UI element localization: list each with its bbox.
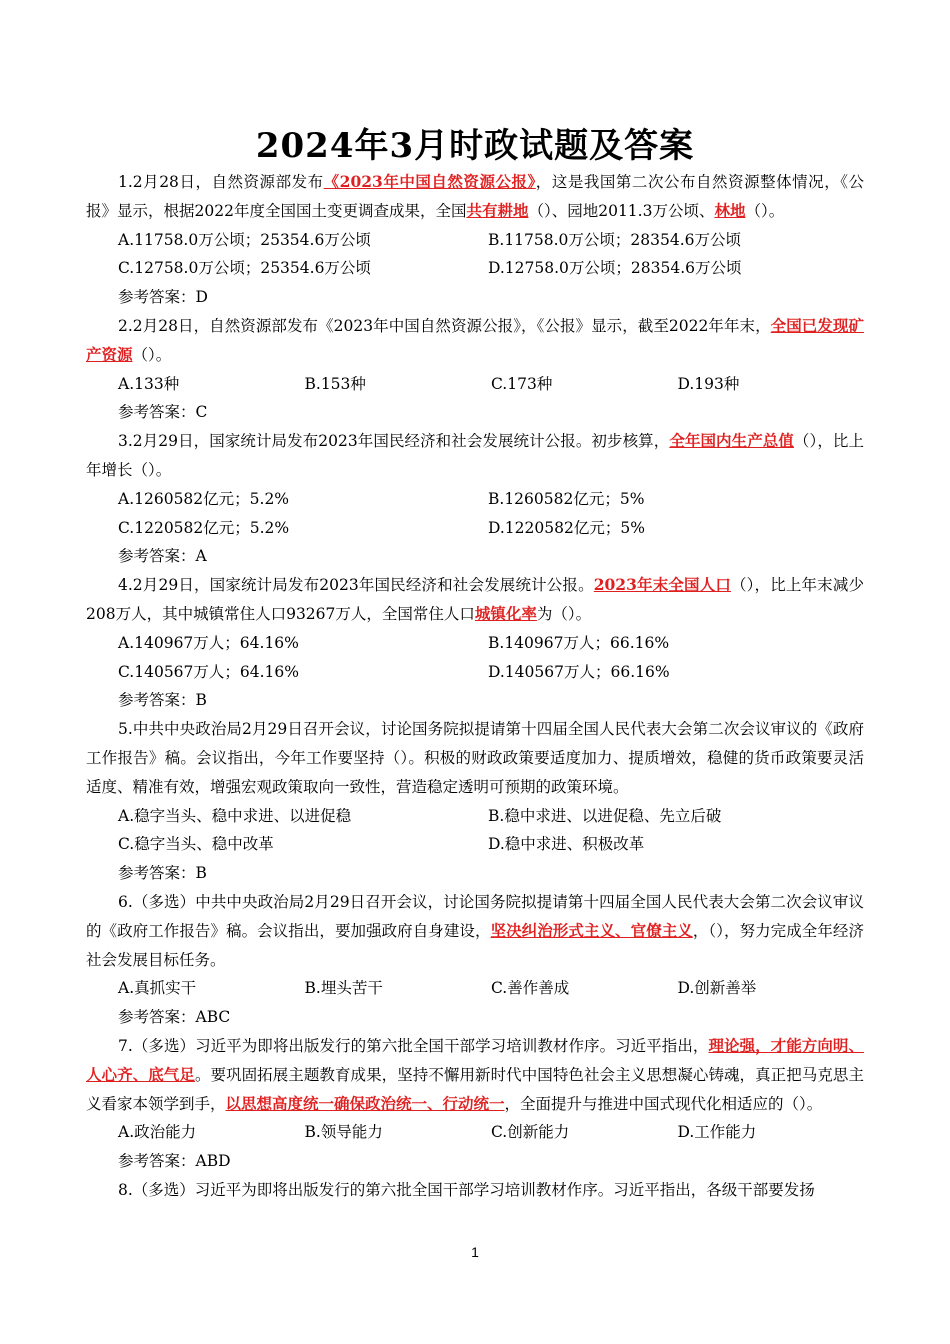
option-row <box>86 1118 864 1147</box>
stem-text: ，这是我国第二次公布自然资源整体情况，《公报》显示，根据2022年度全国国土变更调查成果，全国 <box>86 173 864 220</box>
option-row <box>86 830 864 859</box>
stem-text: （）。 <box>132 345 172 364</box>
highlight-keyword: 城镇化率 <box>474 603 537 623</box>
reference-answer: 参考答案：B <box>118 864 207 883</box>
answer-option: B.11758.0万公顷；28354.6万公顷 <box>488 230 742 249</box>
highlight-keyword: 全年国内生产总值 <box>669 431 794 451</box>
answer-option: D.193种 <box>677 374 740 393</box>
answer-option: C.稳字当头、稳中改革 <box>118 835 274 854</box>
option-row <box>86 226 864 255</box>
answer-option: A.140967万人；64.16% <box>118 633 299 652</box>
stem-text: ，（），努力完成全年经济社会发展目标任务。 <box>86 921 864 969</box>
option-row <box>86 802 864 831</box>
stem-text: （）、园地2011.3万公顷、 <box>528 201 715 220</box>
answer-option: A.1260582亿元；5.2% <box>118 489 290 508</box>
question-stem <box>86 571 864 629</box>
answer-option: A.133种 <box>118 374 180 393</box>
reference-answer: 参考答案：A <box>118 547 207 566</box>
stem-text: （），比上年末减少208万人，其中城镇常住人口93267万人，全国常住人口 <box>86 576 864 623</box>
stem-text: 4.2月29日，国家统计局发布2023年国民经济和社会发展统计公报。 <box>118 576 594 595</box>
answer-option: A.稳字当头、稳中求进、以进促稳 <box>118 806 352 825</box>
answer-option: C.140567万人；64.16% <box>118 662 300 681</box>
option-row <box>86 254 864 283</box>
reference-answer: 参考答案：B <box>118 691 207 710</box>
option-row <box>86 370 864 399</box>
stem-text: 6.（多选）中共中央政治局2月29日召开会议，讨论国务院拟提请第十四届全国人民代表大会第二次会议审议的《政府工作报告》稿。会议指出，要加强政府自身建设， <box>86 892 864 940</box>
page-title: 2024年3月时政试题及答案 <box>255 126 695 166</box>
option-row <box>86 485 864 514</box>
option-row <box>86 974 864 1003</box>
answer-option: C.12758.0万公顷；25354.6万公顷 <box>118 259 371 278</box>
highlight-keyword: 共有耕地 <box>466 200 529 220</box>
question-stem <box>86 168 864 226</box>
stem-text: 为（）。 <box>536 604 592 623</box>
highlight-keyword: 《2023年中国自然资源公报》 <box>323 172 536 191</box>
reference-answer: 参考答案：D <box>118 288 208 307</box>
answer-option: D.工作能力 <box>677 1123 757 1142</box>
highlight-keyword: 全国已发现矿产资源 <box>86 315 864 364</box>
stem-text: 8.（多选）习近平为即将出版发行的第六批全国干部学习培训教材作序。习近平指出，各级干部要发扬 <box>118 1180 815 1199</box>
stem-text: 3.2月29日，国家统计局发布2023年国民经济和社会发展统计公报。初步核算， <box>118 432 670 451</box>
answer-option: C.创新能力 <box>491 1123 570 1142</box>
answer-option: B.153种 <box>304 374 366 393</box>
reference-answer: 参考答案：ABC <box>118 1008 231 1027</box>
question-stem <box>86 1032 864 1118</box>
option-row <box>86 514 864 543</box>
question-list <box>86 168 864 1205</box>
stem-text: 7.（多选）习近平为即将出版发行的第六批全国干部学习培训教材作序。习近平指出， <box>118 1036 709 1055</box>
option-row <box>86 629 864 658</box>
question-stem <box>86 1176 864 1205</box>
answer-option: B.1260582亿元；5% <box>488 489 645 508</box>
answer-option: A.11758.0万公顷；25354.6万公顷 <box>118 230 371 249</box>
answer-option: D.稳中求进、积极改革 <box>488 835 645 854</box>
answer-option: B.埋头苦干 <box>304 979 383 998</box>
answer-option: C.1220582亿元；5.2% <box>118 518 290 537</box>
highlight-keyword: 理论强，才能方向明、人心齐、底气足 <box>86 1035 864 1084</box>
page-number: 1 <box>471 1244 479 1260</box>
option-row <box>86 658 864 687</box>
answer-option: D.创新善举 <box>677 979 757 998</box>
answer-option: A.真抓实干 <box>118 979 197 998</box>
stem-text: 。要巩固拓展主题教育成果，坚持不懈用新时代中国特色社会主义思想凝心铸魂，真正把马克思主义看家本领学到手， <box>86 1065 864 1113</box>
stem-text: 1.2月28日，自然资源部发布 <box>118 173 324 191</box>
answer-option: D.140567万人；66.16% <box>488 662 670 681</box>
highlight-keyword: 林地 <box>714 200 746 220</box>
stem-text: 5.中共中央政治局2月29日召开会议，讨论国务院拟提请第十四届全国人民代表大会第二次会议审议的《政府工作报告》稿。会议指出，今年工作要坚持（）。积极的财政政策要适度加力、提质增效，稳健的货币政策要灵活适度、精准有效，增强宏观政策取向一致性，营造稳定透明可预期的政策环境。 <box>86 720 864 796</box>
question-stem <box>86 888 864 974</box>
question-stem <box>86 312 864 370</box>
answer-option: C.善作善成 <box>491 979 570 998</box>
answer-option: D.12758.0万公顷；28354.6万公顷 <box>488 259 742 278</box>
highlight-keyword: 以思想高度统一确保政治统一、行动统一 <box>225 1093 505 1113</box>
stem-text: 2.2月28日，自然资源部发布《2023年中国自然资源公报》，《公报》显示，截至2022年年末， <box>118 316 771 335</box>
highlight-keyword: 坚决纠治形式主义、官僚主义 <box>490 920 693 940</box>
answer-option: B.领导能力 <box>304 1123 383 1142</box>
reference-answer: 参考答案：ABD <box>118 1152 231 1171</box>
answer-option: B.稳中求进、以进促稳、先立后破 <box>488 806 722 825</box>
stem-text: ，全面提升与推进中国式现代化相适应的（）。 <box>504 1094 823 1113</box>
question-stem <box>86 715 864 801</box>
stem-text: （），比上年增长（）。 <box>86 432 864 479</box>
answer-option: D.1220582亿元；5% <box>488 518 645 537</box>
answer-option: C.173种 <box>491 374 553 393</box>
reference-answer: 参考答案：C <box>118 403 208 422</box>
answer-option: B.140967万人；66.16% <box>488 633 670 652</box>
highlight-keyword: 2023年末全国人口 <box>593 575 731 595</box>
stem-text: （）。 <box>745 201 785 220</box>
question-stem <box>86 427 864 485</box>
answer-option: A.政治能力 <box>118 1123 197 1142</box>
